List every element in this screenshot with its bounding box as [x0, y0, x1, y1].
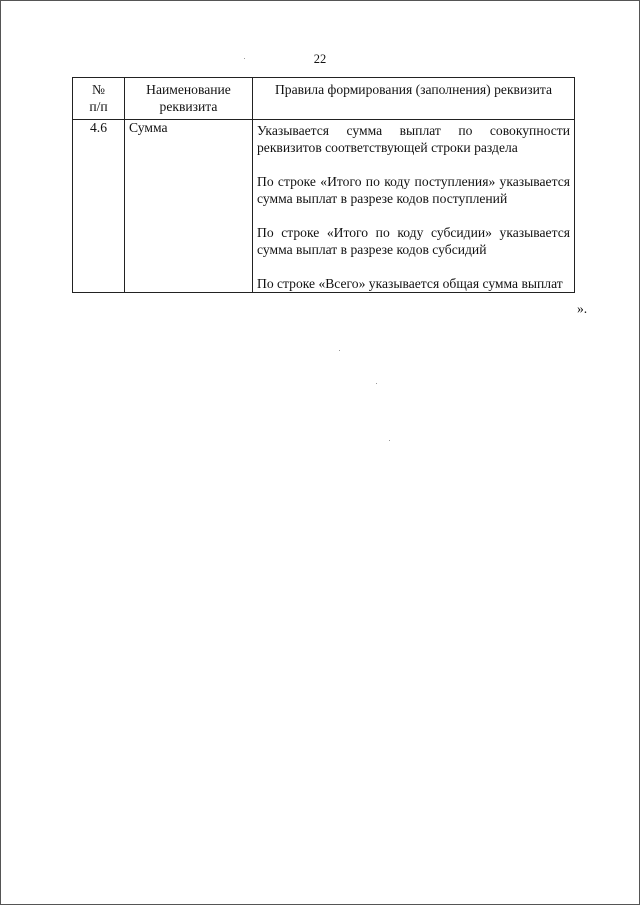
- header-name: [125, 78, 253, 120]
- scan-speck: [376, 383, 377, 384]
- closing-quote: ».: [577, 301, 588, 316]
- header-number-line-2: п/п: [89, 99, 108, 114]
- rule-paragraph-1: Указывается сумма выплат по совокупности реквизитов соответствующей строки раздела: [257, 123, 570, 155]
- scan-speck: [244, 58, 245, 59]
- table-row: [73, 120, 575, 293]
- row-number: 4.6: [73, 120, 125, 293]
- rule-paragraph-3: По строке «Итого по коду субсидии» указывается сумма выплат в разрезе кодов субсидий: [257, 225, 570, 257]
- row-rules: [253, 120, 575, 293]
- header-rule: Правила формирования (заполнения) реквизита: [253, 78, 575, 120]
- page-number: 22: [313, 52, 327, 66]
- rule-paragraph-2: По строке «Итого по коду поступления» указывается сумма выплат в разрезе кодов поступлений: [257, 174, 570, 206]
- rule-paragraph-4: По строке «Всего» указывается общая сумма выплат: [257, 276, 563, 291]
- scan-speck: [389, 440, 390, 441]
- header-name-line-2: реквизита: [159, 99, 218, 114]
- requisites-table: [72, 77, 575, 293]
- scan-speck: [339, 350, 340, 351]
- table-header-row: [73, 78, 575, 120]
- header-number: [73, 78, 125, 120]
- header-number-line-1: №: [92, 82, 105, 97]
- header-name-line-1: Наименование: [146, 82, 231, 97]
- row-name: Сумма: [125, 120, 253, 293]
